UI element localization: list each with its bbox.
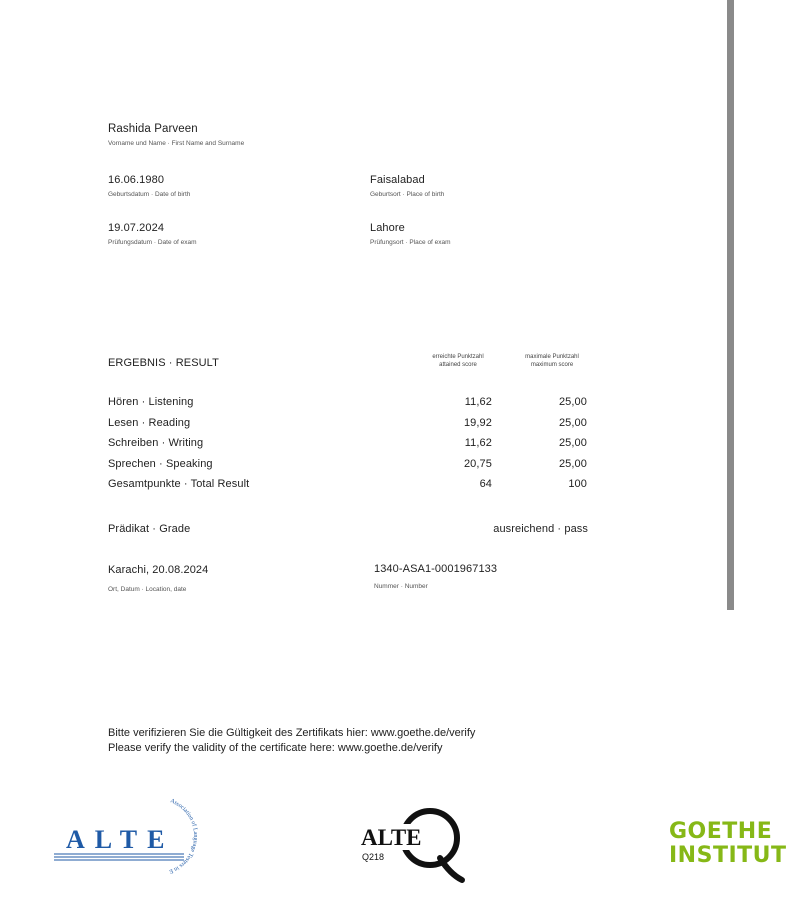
table-row-total [108, 478, 588, 499]
row-attained: 20,75 [463, 457, 492, 470]
row-max: 100 [568, 478, 587, 490]
exam-place-caption: Prüfungsort · Place of exam [370, 239, 451, 246]
attained-header-en: attained score [439, 362, 477, 368]
result-heading: ERGEBNIS · RESULT [108, 357, 219, 369]
svg-text:Association of Language Tester: Association of Language Testers in E [168, 798, 199, 875]
svg-text:Q218: Q218 [362, 852, 385, 862]
row-label: Lesen · Reading [108, 416, 191, 429]
scrollbar-edge [727, 0, 734, 610]
row-max: 25,00 [558, 457, 587, 470]
row-attained: 11,62 [464, 396, 492, 408]
table-row [108, 417, 588, 438]
candidate-name: Rashida Parveen [108, 123, 198, 135]
alte-q-logo-graphic [358, 800, 468, 888]
max-header-de: maximale Punktzahl [525, 354, 579, 360]
svg-text:ALTE: ALTE [361, 825, 422, 850]
verify-line-de: Bitte verifizieren Sie die Gültigkeit des Zertifikats hier: www.goethe.de/verify [108, 727, 476, 739]
max-header-en: maximum score [530, 362, 574, 368]
attained-header-de: erreichte Punktzahl [432, 354, 484, 360]
verify-line-en: Please verify the validity of the certificate here: www.goethe.de/verify [108, 742, 443, 754]
row-label: Sprechen · Speaking [108, 457, 213, 470]
max-score-header [512, 353, 592, 369]
exam-date: 19.07.2024 [108, 222, 165, 234]
grade-value: ausreichend · pass [493, 523, 588, 535]
row-label: Schreiben · Writing [108, 437, 204, 449]
exam-place: Lahore [370, 222, 405, 234]
alte-logo [52, 796, 212, 876]
issue-place-date: Karachi, 20.08.2024 [108, 564, 209, 576]
row-label: Hören · Listening [108, 396, 194, 408]
table-row [108, 437, 588, 458]
svg-text:ALTE: ALTE [66, 825, 175, 854]
attained-score-header [418, 353, 498, 369]
certificate-number-caption: Nummer · Number [374, 583, 428, 590]
row-label: Gesamtpunkte · Total Result [108, 478, 250, 490]
row-max: 25,00 [558, 437, 587, 449]
table-row [108, 396, 588, 417]
candidate-name-caption: Vorname und Name · First Name and Surname [108, 140, 245, 147]
row-attained: 64 [479, 478, 492, 490]
issue-place-date-caption: Ort, Datum · Location, date [108, 586, 187, 593]
exam-date-caption: Prüfungsdatum · Date of exam [108, 239, 197, 246]
goethe-institut-logo [669, 820, 787, 868]
row-attained: 11,62 [464, 437, 492, 449]
certificate-number: 1340-ASA1-0001967133 [374, 563, 498, 575]
place-of-birth: Faisalabad [370, 174, 425, 186]
table-row [108, 458, 588, 479]
alte-logo-graphic [52, 796, 212, 876]
row-max: 25,00 [558, 396, 587, 408]
goethe-logo-line2: INSTITUT [669, 843, 787, 868]
date-of-birth: 16.06.1980 [108, 174, 165, 186]
result-table [108, 396, 588, 499]
row-max: 25,00 [558, 416, 587, 429]
row-attained: 19,92 [463, 416, 492, 429]
grade-label: Prädikat · Grade [108, 523, 191, 535]
goethe-logo-line1: GOETHE [669, 819, 773, 844]
alte-q-logo [358, 800, 468, 888]
place-of-birth-caption: Geburtsort · Place of birth [370, 191, 445, 198]
date-of-birth-caption: Geburtsdatum · Date of birth [108, 191, 191, 198]
